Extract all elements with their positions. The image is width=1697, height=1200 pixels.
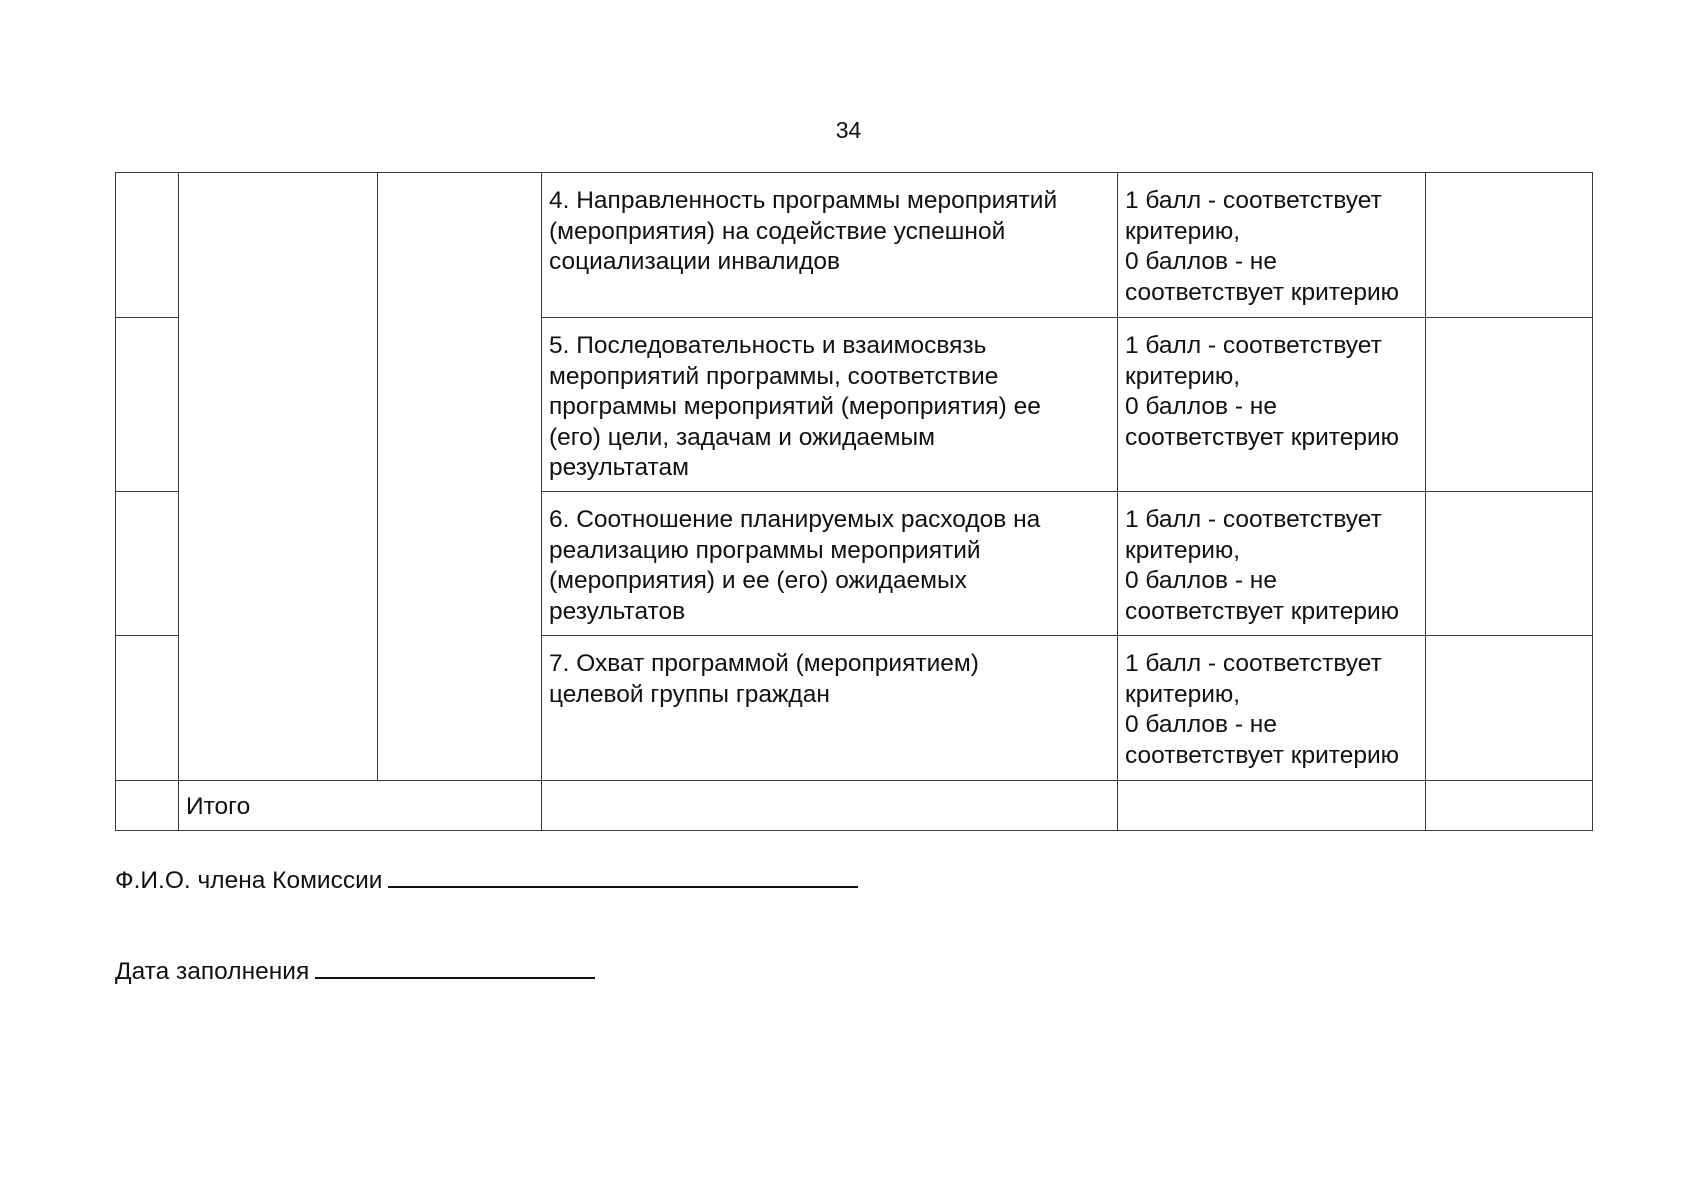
date-label: Дата заполнения — [115, 958, 310, 985]
section-name-cell — [179, 173, 378, 781]
criterion-cell: 7. Охват программой (мероприятием) целевой группы граждан — [542, 636, 1118, 781]
fio-blank-field[interactable] — [388, 860, 858, 888]
table-row — [116, 173, 1593, 318]
total-criterion-cell — [542, 781, 1118, 831]
criterion-cell: 5. Последовательность и взаимосвязь мероприятий программы, соответствие программы мероприятий (мероприятия) ее (его) цели, задачам и ожидаемым результатам — [542, 318, 1118, 492]
score-cell — [1426, 318, 1593, 492]
row-number-cell — [116, 636, 179, 781]
score-cell — [1426, 173, 1593, 318]
score-cell — [1426, 492, 1593, 636]
total-scoring-cell — [1118, 781, 1426, 831]
criterion-cell: 4. Направленность программы мероприятий (мероприятия) на содействие успешной социализации инвалидов — [542, 173, 1118, 318]
criterion-cell: 6. Соотношение планируемых расходов на реализацию программы мероприятий (мероприятия) и ее (его) ожидаемых результатов — [542, 492, 1118, 636]
scoring-cell: 1 балл - соответствует критерию, 0 баллов - не соответствует критерию — [1118, 492, 1426, 636]
row-number-cell — [116, 781, 179, 831]
evaluation-table — [115, 172, 1593, 831]
row-number-cell — [116, 492, 179, 636]
total-label: Итого — [179, 781, 542, 831]
fio-label: Ф.И.О. члена Комиссии — [115, 867, 383, 894]
row-number-cell — [116, 318, 179, 492]
fio-signature-line — [115, 860, 858, 896]
page-number: 34 — [835, 117, 862, 143]
row-number-cell — [116, 173, 179, 318]
scoring-cell: 1 балл - соответствует критерию, 0 баллов - не соответствует критерию — [1118, 318, 1426, 492]
scoring-cell: 1 балл - соответствует критерию, 0 баллов - не соответствует критерию — [1118, 636, 1426, 781]
scoring-cell: 1 балл - соответствует критерию, 0 баллов - не соответствует критерию — [1118, 173, 1426, 318]
date-line — [115, 951, 595, 987]
date-blank-field[interactable] — [315, 951, 595, 979]
section-detail-cell — [378, 173, 542, 781]
score-cell — [1426, 636, 1593, 781]
total-score-cell — [1426, 781, 1593, 831]
total-row — [116, 781, 1593, 831]
